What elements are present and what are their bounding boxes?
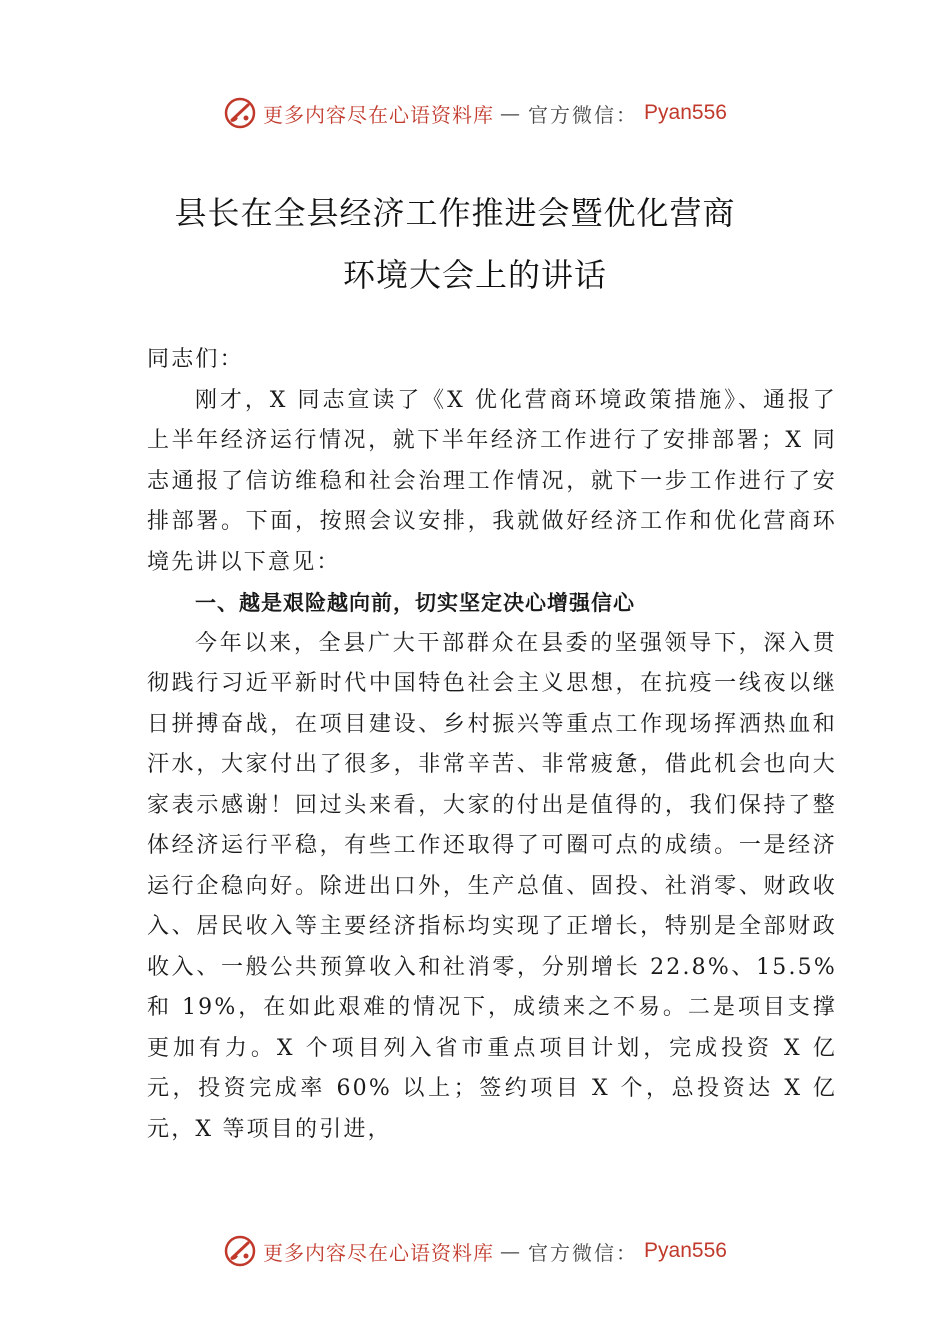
- watermark-sub-text: 官方微信：: [528, 1240, 639, 1265]
- document-title-line-2: 环境大会上的讲话: [342, 256, 607, 294]
- section-heading-1: 一、越是艰险越向前，切实坚定决心增强信心: [195, 591, 635, 615]
- document-body: [147, 340, 837, 1150]
- watermark-header: [0, 96, 950, 130]
- salutation: 同志们：: [147, 347, 244, 372]
- brush-logo-icon: [223, 96, 257, 130]
- watermark-wechat-id: Pyan556: [644, 101, 727, 124]
- watermark-main-text: 更多内容尽在心语资料库: [263, 102, 495, 127]
- brush-logo-icon: [223, 1234, 257, 1268]
- watermark-dash: —: [500, 1239, 523, 1263]
- watermark-footer: [0, 1234, 950, 1268]
- document-title-line-1: 县长在全县经济工作推进会暨优化营商: [174, 194, 736, 232]
- watermark-dash: —: [500, 101, 523, 125]
- watermark-wechat-id: Pyan556: [644, 1239, 727, 1262]
- paragraph-2: 今年以来，全县广大干部群众在县委的坚强领导下，深入贯彻践行习近平新时代中国特色社会主义思想，在抗疫一线夜以继日拼搏奋战，在项目建设、乡村振兴等重点工作现场挥洒热血和汗水，大家付出了很多，非常辛苦、非常疲惫，借此机会也向大家表示感谢！回过头来看，大家的付出是值得的，我们保持了整体经济运行平稳，有些工作还取得了可圈可点的成绩。一是经济运行企稳向好。除进出口外，生产总值、固投、社消零、财政收入、居民收入等主要经济指标均实现了正增长，特别是全部财政收入、一般公共预算收入和社消零，分别增长 22.8%、15.5%和 19%，在如此艰难的情况下，成绩来之不易。二是项目支撑更加有力。X 个项目列入省市重点项目计划，完成投资 X 亿元，投资完成率 60% 以上；签约项目 X 个，总投资达 X 亿元，X 等项目的引进，: [147, 630, 837, 1142]
- watermark-main-text: 更多内容尽在心语资料库: [263, 1240, 495, 1265]
- watermark-sub-text: 官方微信：: [528, 102, 639, 127]
- paragraph-1: 刚才，X 同志宣读了《X 优化营商环境政策措施》、通报了上半年经济运行情况，就下半年经济工作进行了安排部署；X 同志通报了信访维稳和社会治理工作情况，就下一步工作进行了安排部署。下面，按照会议安排，我就做好经济工作和优化营商环境先讲以下意见：: [147, 387, 837, 575]
